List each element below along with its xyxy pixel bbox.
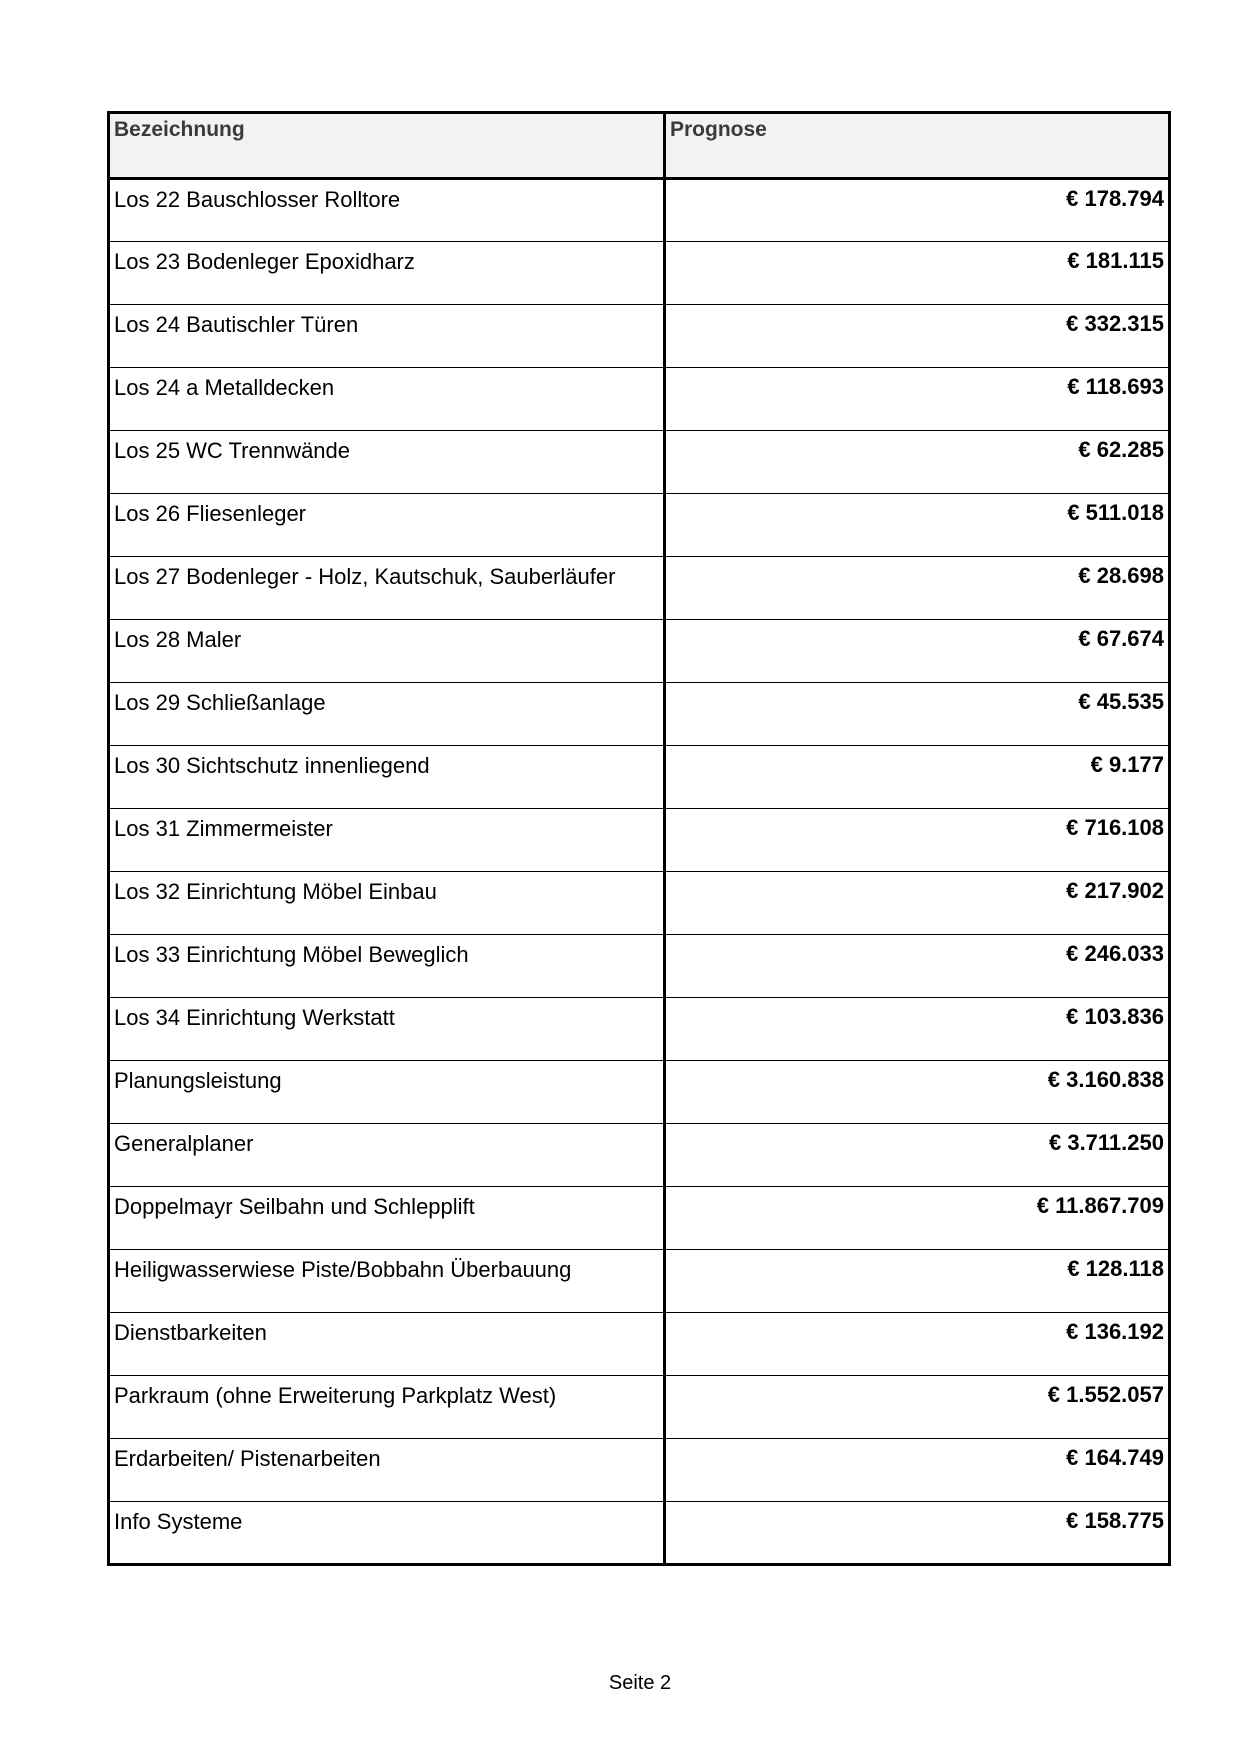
row-forecast-value: € 1.552.057 [665, 1376, 1170, 1439]
row-forecast-value: € 62.285 [665, 431, 1170, 494]
table-row [109, 1187, 1170, 1250]
row-label: Planungsleistung [109, 1061, 665, 1124]
row-forecast-value: € 9.177 [665, 746, 1170, 809]
row-label: Los 22 Bauschlosser Rolltore [109, 179, 665, 242]
table-row [109, 1250, 1170, 1313]
row-label: Los 23 Bodenleger Epoxidharz [109, 242, 665, 305]
table-row [109, 1313, 1170, 1376]
row-forecast-value: € 67.674 [665, 620, 1170, 683]
row-label: Los 24 Bautischler Türen [109, 305, 665, 368]
table-row [109, 431, 1170, 494]
table-row [109, 368, 1170, 431]
row-label: Los 31 Zimmermeister [109, 809, 665, 872]
table-row [109, 683, 1170, 746]
row-label: Erdarbeiten/ Pistenarbeiten [109, 1439, 665, 1502]
row-label: Los 26 Fliesenleger [109, 494, 665, 557]
table-row [109, 494, 1170, 557]
page-number: Seite 2 [608, 1672, 672, 1694]
table-row [109, 179, 1170, 242]
row-forecast-value: € 28.698 [665, 557, 1170, 620]
row-label: Los 25 WC Trennwände [109, 431, 665, 494]
table-row [109, 1124, 1170, 1187]
column-header-bezeichnung: Bezeichnung [109, 113, 665, 179]
row-label: Los 30 Sichtschutz innenliegend [109, 746, 665, 809]
row-label: Los 33 Einrichtung Möbel Beweglich [109, 935, 665, 998]
table-row [109, 1061, 1170, 1124]
row-forecast-value: € 11.867.709 [665, 1187, 1170, 1250]
table-row [109, 1376, 1170, 1439]
row-forecast-value: € 103.836 [665, 998, 1170, 1061]
table-header-row [109, 113, 1170, 179]
table-row [109, 1439, 1170, 1502]
row-label: Parkraum (ohne Erweiterung Parkplatz West) [109, 1376, 665, 1439]
row-forecast-value: € 136.192 [665, 1313, 1170, 1376]
table-row [109, 620, 1170, 683]
row-label: Los 32 Einrichtung Möbel Einbau [109, 872, 665, 935]
table-row [109, 998, 1170, 1061]
row-label: Generalplaner [109, 1124, 665, 1187]
row-forecast-value: € 118.693 [665, 368, 1170, 431]
row-forecast-value: € 128.118 [665, 1250, 1170, 1313]
row-forecast-value: € 511.018 [665, 494, 1170, 557]
row-forecast-value: € 181.115 [665, 242, 1170, 305]
row-forecast-value: € 158.775 [665, 1502, 1170, 1565]
table-row [109, 872, 1170, 935]
forecast-table-container [107, 111, 1168, 1566]
row-label: Los 24 a Metalldecken [109, 368, 665, 431]
table-body [109, 179, 1170, 1565]
row-label: Info Systeme [109, 1502, 665, 1565]
table-row [109, 242, 1170, 305]
row-label: Los 34 Einrichtung Werkstatt [109, 998, 665, 1061]
row-label: Dienstbarkeiten [109, 1313, 665, 1376]
row-forecast-value: € 3.711.250 [665, 1124, 1170, 1187]
table-row [109, 935, 1170, 998]
row-label: Los 29 Schließanlage [109, 683, 665, 746]
row-forecast-value: € 45.535 [665, 683, 1170, 746]
column-header-prognose: Prognose [665, 113, 1170, 179]
row-forecast-value: € 246.033 [665, 935, 1170, 998]
table-row [109, 809, 1170, 872]
row-forecast-value: € 164.749 [665, 1439, 1170, 1502]
row-forecast-value: € 716.108 [665, 809, 1170, 872]
row-label: Doppelmayr Seilbahn und Schlepplift [109, 1187, 665, 1250]
table-row [109, 305, 1170, 368]
row-label: Los 28 Maler [109, 620, 665, 683]
row-forecast-value: € 332.315 [665, 305, 1170, 368]
row-label: Heiligwasserwiese Piste/Bobbahn Überbauung [109, 1250, 665, 1313]
table-row [109, 1502, 1170, 1565]
row-forecast-value: € 178.794 [665, 179, 1170, 242]
forecast-table [107, 111, 1171, 1566]
table-row [109, 557, 1170, 620]
row-forecast-value: € 3.160.838 [665, 1061, 1170, 1124]
row-forecast-value: € 217.902 [665, 872, 1170, 935]
row-label: Los 27 Bodenleger - Holz, Kautschuk, Sauberläufer [109, 557, 665, 620]
table-row [109, 746, 1170, 809]
